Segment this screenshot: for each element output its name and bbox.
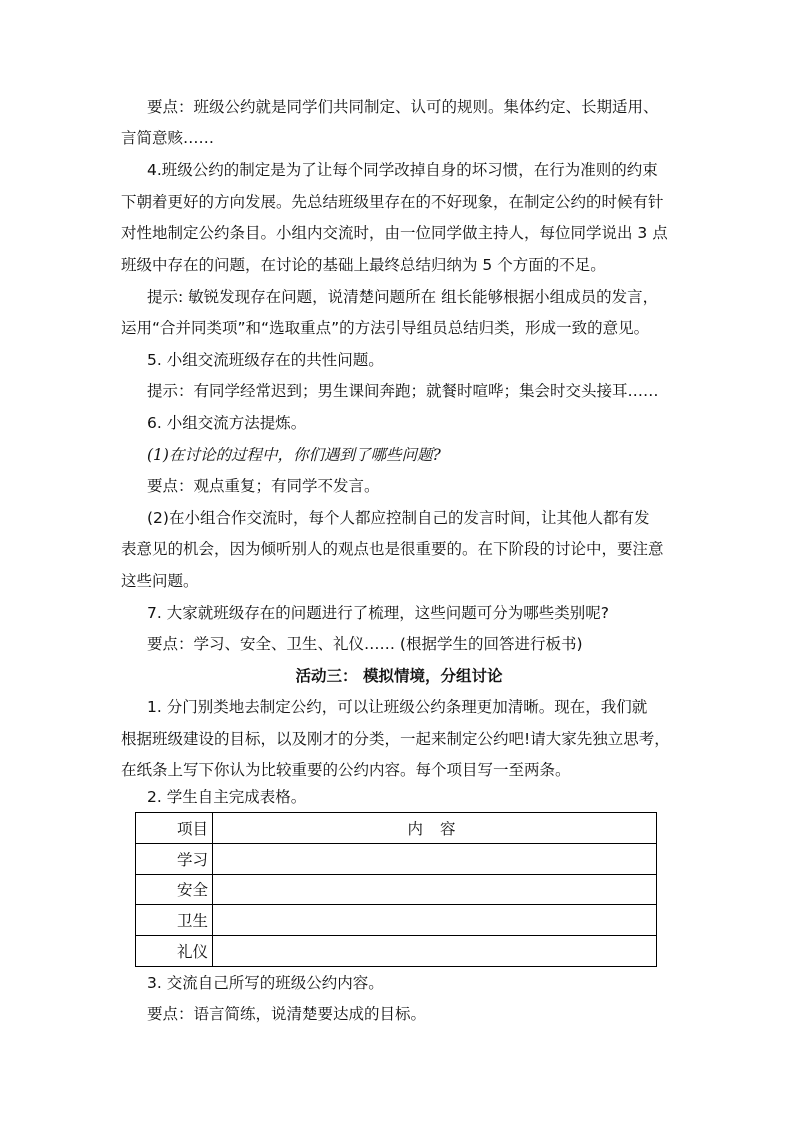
paragraph-item-4-line2: 下朝着更好的方向发展。先总结班级里存在的不好现象，在制定公约的时候有针 [121, 193, 664, 211]
table-cell-content [213, 874, 657, 905]
paragraph-hint-1: 提示: 敏锐发现存在问题，说清楚问题所在 组长能够根据小组成员的发言， [147, 288, 659, 306]
paragraph-item-4-line3: 对性地制定公约条目。小组内交流时，由一位同学做主持人，每位同学说出 3 点 [121, 224, 668, 242]
table-row-label: 礼仪 [136, 936, 213, 967]
table-cell-content [213, 936, 657, 967]
table-cell-content [213, 843, 657, 874]
paragraph-question-2: (2)在小组合作交流时，每个人都应控制自己的发言时间，让其他人都有发 [147, 509, 650, 527]
table-row [136, 905, 657, 936]
paragraph-hint-1-line2: 运用“合并同类项”和“选取重点”的方法引导组员总结归类，形成一致的意见。 [121, 319, 650, 337]
paragraph-question-1: (1)在讨论的过程中，你们遇到了哪些问题? [147, 446, 441, 464]
paragraph-activity-1-line3: 在纸条上写下你认为比较重要的公约内容。每个项目写一至两条。 [121, 761, 571, 779]
paragraph-item-7: 7. 大家就班级存在的问题进行了梳理，这些问题可分为哪些类别呢? [147, 604, 609, 622]
table-row-label: 安全 [136, 874, 213, 905]
paragraph-keypoint-2: 要点：学习、安全、卫生、礼仪…… (根据学生的回答进行板书) [147, 635, 583, 653]
paragraph-item-4: 4.班级公约的制定是为了让每个同学改掉自身的坏习惯，在行为准则的约束 [147, 161, 658, 179]
table-row-label: 卫生 [136, 905, 213, 936]
paragraph-item-6: 6. 小组交流方法提炼。 [147, 414, 307, 432]
paragraph-activity-1-line2: 根据班级建设的目标，以及刚才的分类，一起来制定公约吧!请大家先独立思考， [121, 730, 670, 748]
table-header-item: 项目 [136, 813, 213, 844]
table-header-content: 内 容 [213, 813, 657, 844]
table-row-label: 学习 [136, 843, 213, 874]
paragraph-item-4-line4: 班级中存在的问题，在讨论的基础上最终总结归纳为 5 个方面的不足。 [121, 256, 606, 274]
paragraph-keypoint-1: 要点：观点重复；有同学不发言。 [147, 477, 380, 495]
table-cell-content [213, 905, 657, 936]
paragraph-question-2-line3: 这些问题。 [121, 572, 199, 590]
section-title: 活动三： 模拟情境，分组讨论 [295, 667, 503, 685]
paragraph-activity-2: 2. 学生自主完成表格。 [147, 788, 307, 806]
table-row [136, 843, 657, 874]
paragraph-hint-2: 提示：有同学经常迟到；男生课间奔跑；就餐时喧哗；集会时交头接耳…… [147, 382, 659, 400]
paragraph-keypoint-3: 要点：语言简练，说清楚要达成的目标。 [147, 1005, 427, 1023]
table-row [136, 936, 657, 967]
paragraph-question-2-line2: 表意见的机会，因为倾听别人的观点也是很重要的。在下阶段的讨论中，要注意 [121, 540, 664, 558]
paragraph-activity-3: 3. 交流自己所写的班级公约内容。 [147, 974, 384, 992]
paragraph-keypoint-definition: 要点：班级公约就是同学们共同制定、认可的规则。集体约定、长期适用、 [147, 98, 659, 116]
table-header-row [136, 813, 657, 844]
paragraph-keypoint-definition-cont: 言简意赅…… [121, 129, 215, 147]
paragraph-item-5: 5. 小组交流班级存在的共性问题。 [147, 351, 384, 369]
paragraph-activity-1: 1. 分门别类地去制定公约，可以让班级公约条理更加清晰。现在，我们就 [147, 698, 648, 716]
table-row [136, 874, 657, 905]
convention-table [135, 812, 657, 967]
